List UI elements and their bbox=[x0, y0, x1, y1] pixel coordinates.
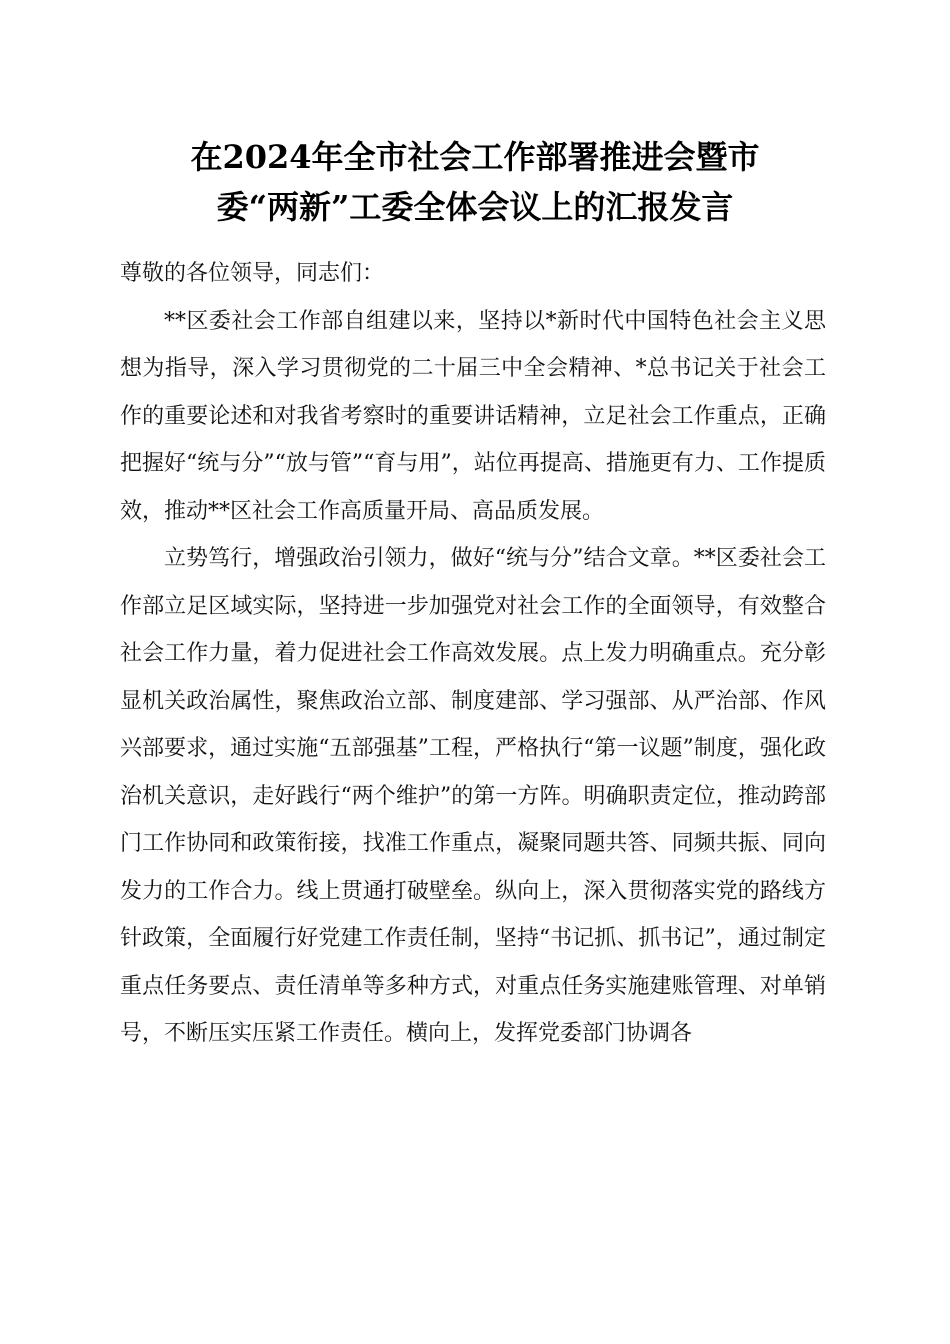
document-body bbox=[120, 250, 826, 1058]
paragraph-1: **区委社会工作部自组建以来，坚持以*新时代中国特色社会主义思想为指导，深入学习贯彻党的二十届三中全会精神、*总书记关于社会工作的重要论述和对我省考察时的重要讲话精神，立足社会工作重点，正确把握好“统与分”“放与管”“育与用”，站位再提高、措施更有力、工作提质效，推动**区社会工作高质量开局、高品质发展。 bbox=[120, 308, 826, 524]
title-line-1: 在2024年全市社会工作部署推进会暨市 bbox=[190, 138, 760, 176]
salutation: 尊敬的各位领导，同志们： bbox=[120, 261, 385, 286]
title-line-2: 委“两新”工委全体会议上的汇报发言 bbox=[216, 188, 734, 226]
paragraph-2: 立势笃行，增强政治引领力，做好“统与分”结合文章。**区委社会工作部立足区域实际，坚持进一步加强党对社会工作的全面领导，有效整合社会工作力量，着力促进社会工作高效发展。点上发力明确重点。充分彰显机关政治属性，聚焦政治立部、制度建部、学习强部、从严治部、作风兴部要求，通过实施“五部强基”工程，严格执行“第一议题”制度，强化政治机关意识，走好践行“两个维护”的第一方阵。明确职责定位，推动跨部门工作协同和政策衔接，找准工作重点，凝聚同题共答、同频共振、同向发力的工作合力。线上贯通打破壁垒。纵向上，深入贯彻落实党的路线方针政策，全面履行好党建工作责任制，坚持“书记抓、抓书记”，通过制定重点任务要点、责任清单等多种方式，对重点任务实施建账管理、对单销号，不断压实压紧工作责任。横向上，发挥党委部门协调各 bbox=[120, 546, 826, 1046]
document-title bbox=[120, 132, 830, 232]
